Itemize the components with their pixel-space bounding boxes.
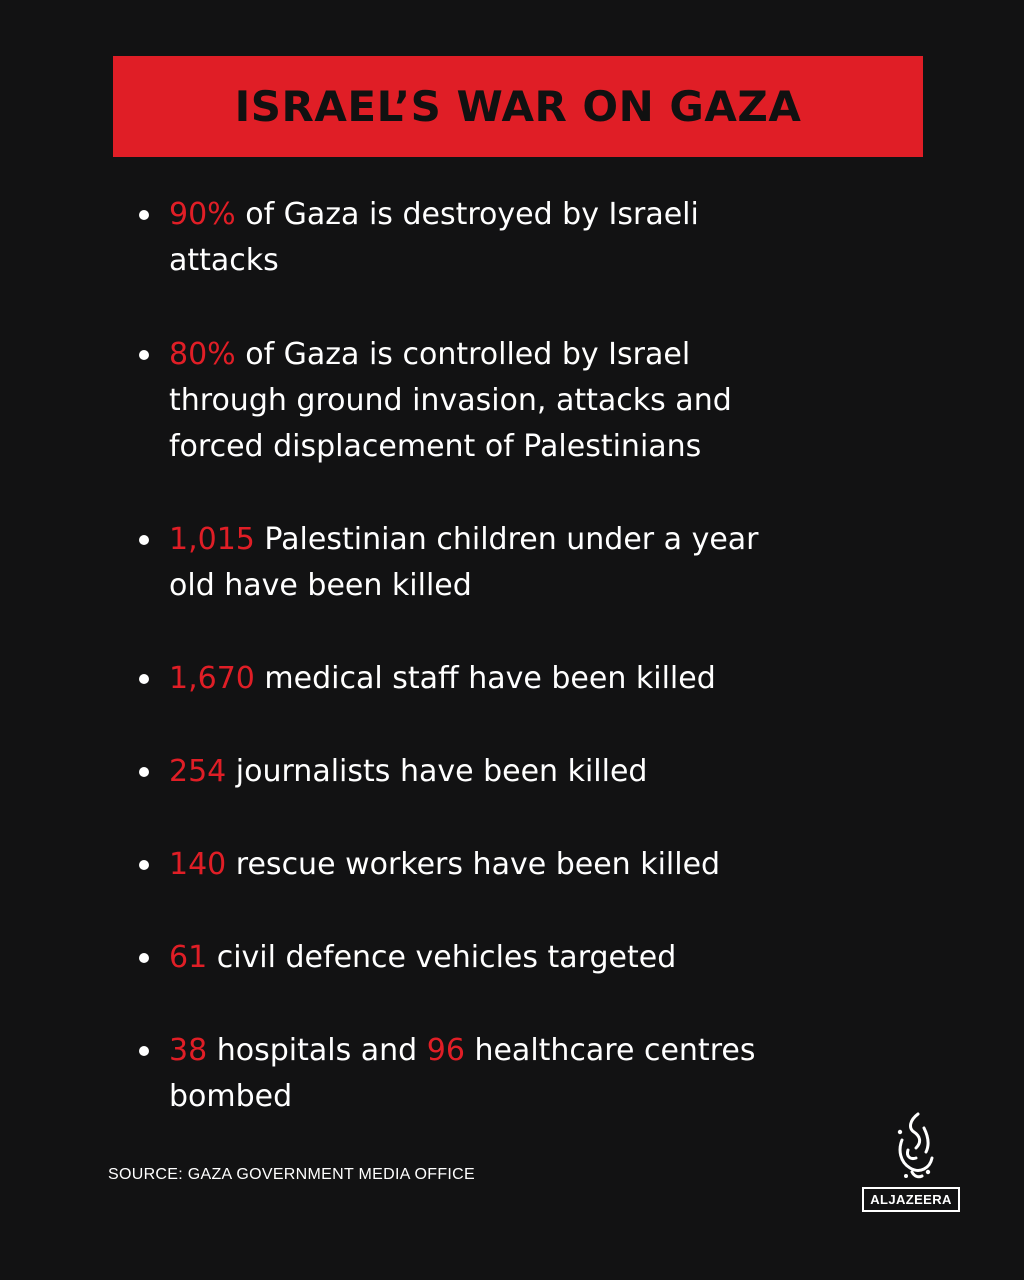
aljazeera-logo	[862, 1110, 964, 1216]
stat-text: medical staff have been killed	[254, 661, 716, 696]
stat-highlight: 140	[169, 847, 227, 882]
bullet-icon	[139, 535, 149, 545]
bullet-icon	[139, 210, 149, 220]
list-item	[169, 935, 929, 981]
stat-highlight: 38	[169, 1033, 208, 1068]
bullet-icon	[139, 767, 149, 777]
title-banner	[113, 56, 923, 157]
bullet-icon	[139, 350, 149, 360]
logo-wordmark: ALJAZEERA	[870, 1192, 952, 1207]
source-credit: SOURCE: GAZA GOVERNMENT MEDIA OFFICE	[108, 1166, 475, 1183]
stat-highlight: 61	[169, 940, 208, 975]
stat-text: journalists have been killed	[226, 754, 648, 789]
stat-text: hospitals and	[207, 1033, 427, 1068]
bullet-icon	[139, 953, 149, 963]
stat-text-continued: old have been killed	[169, 568, 472, 603]
bullet-icon	[139, 1046, 149, 1056]
bullet-icon	[139, 674, 149, 684]
list-item	[169, 192, 929, 284]
stat-highlight: 1,670	[169, 661, 255, 696]
stat-text-continued: forced displacement of Palestinians	[169, 429, 702, 464]
stat-highlight: 1,015	[169, 522, 255, 557]
list-item	[169, 1028, 929, 1120]
stat-highlight: 90%	[169, 197, 236, 232]
stat-highlight: 254	[169, 754, 227, 789]
stat-text-secondary: healthcare centres	[464, 1033, 756, 1068]
stat-text: civil defence vehicles targeted	[207, 940, 677, 975]
aljazeera-calligraphy-icon	[888, 1110, 938, 1184]
stat-highlight: 80%	[169, 337, 236, 372]
page-title: ISRAEL’S WAR ON GAZA	[234, 82, 802, 131]
list-item	[169, 842, 929, 888]
stat-text: of Gaza is controlled by Israel	[235, 337, 691, 372]
stat-text-continued: through ground invasion, attacks and	[169, 383, 732, 418]
list-item	[169, 332, 929, 470]
list-item	[169, 656, 929, 702]
stat-text: rescue workers have been killed	[226, 847, 721, 882]
logo-wordmark-box	[862, 1187, 960, 1212]
stat-text-continued: attacks	[169, 243, 279, 278]
stat-text: Palestinian children under a year	[254, 522, 759, 557]
stat-text-continued: bombed	[169, 1079, 293, 1114]
stat-highlight-secondary: 96	[426, 1033, 465, 1068]
list-item	[169, 749, 929, 795]
stat-text: of Gaza is destroyed by Israeli	[235, 197, 699, 232]
list-item	[169, 517, 929, 609]
bullet-icon	[139, 860, 149, 870]
